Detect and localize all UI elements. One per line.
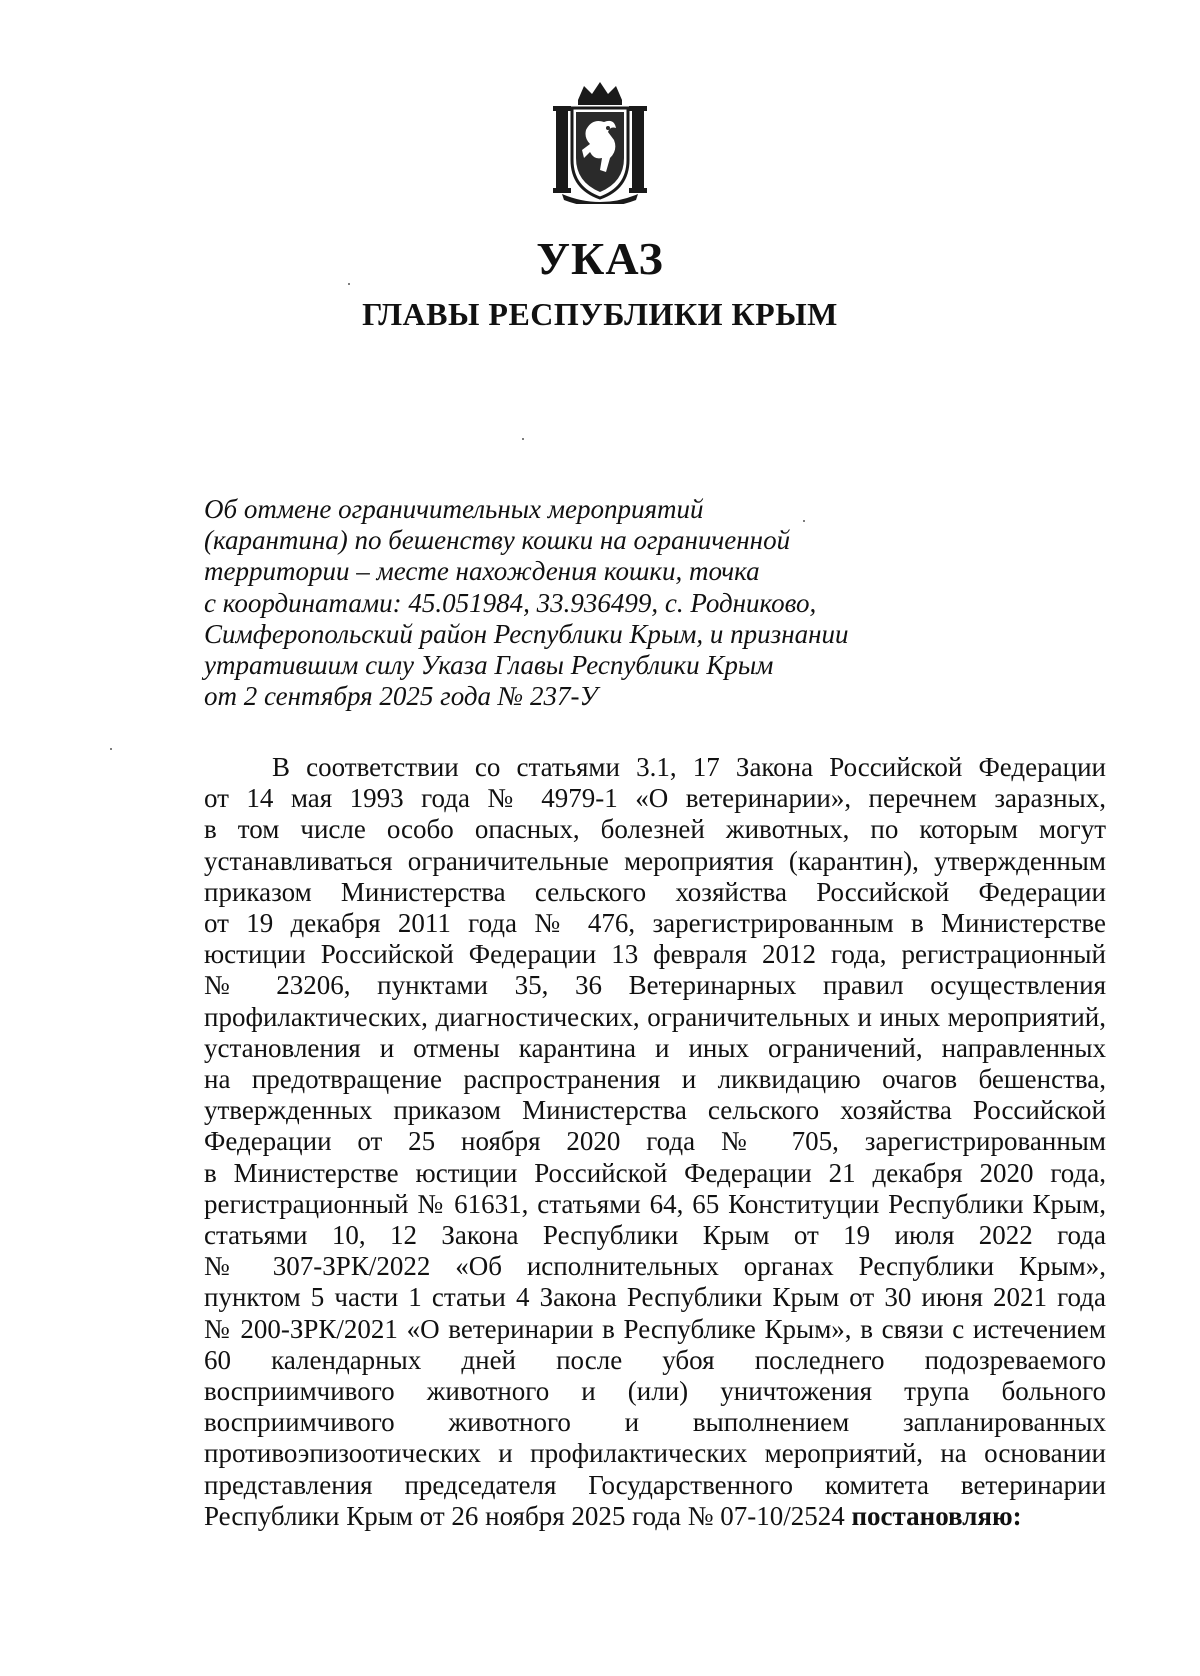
subject-line: с координатами: 45.051984, 33.936499, с. Родниково, [204,587,817,618]
coat-of-arms-icon [548,78,652,204]
body-line: пунктом 5 части 1 статьи 4 Закона Республики Крым от 30 июня 2021 года [204,1282,1106,1313]
scan-speck [348,283,350,285]
document-title: УКАЗ [536,233,664,284]
body-line: 60 календарных дней после убоя последнего подозреваемого [204,1344,1106,1375]
body-line: представления председателя Государственного комитета ветеринарии [204,1469,1106,1500]
body-line: профилактических, диагностических, ограничительных и иных мероприятий, [204,1001,1106,1032]
closing-line-text: Республики Крым от 26 ноября 2025 года № 07-10/2524 [204,1500,852,1531]
document-subject [204,494,904,712]
body-line: от 19 декабря 2011 года № 476, зарегистрированным в Министерстве [204,908,1106,939]
body-line: Федерации от 25 ноября 2020 года № 705, зарегистрированным [204,1126,1106,1157]
document-body [204,752,1106,1532]
body-line: В соответствии со статьями 3.1, 17 Закона Российской Федерации [272,752,1106,782]
subject-line: утратившим силу Указа Главы Республики Крым [204,650,774,681]
body-line: восприимчивого животного и (или) уничтожения трупа больного [204,1376,1106,1407]
body-line: утвержденных приказом Министерства сельского хозяйства Российской [204,1095,1106,1126]
body-line: в Министерстве юстиции Российской Федерации 21 декабря 2020 года, [204,1157,1106,1188]
body-line: от 14 мая 1993 года № 4979-1 «О ветеринарии», перечнем заразных, [204,783,1106,814]
body-line: № 200-ЗРК/2021 «О ветеринарии в Республике Крым», в связи с истечением [204,1313,1106,1344]
subject-line: территории – месте нахождения кошки, точка [204,556,760,587]
body-line: № 23206, пунктами 35, 36 Ветеринарных правил осуществления [204,970,1106,1001]
body-line: противоэпизоотических и профилактических мероприятий, на основании [204,1438,1106,1469]
body-line: на предотвращение распространения и ликвидацию очагов бешенства, [204,1064,1106,1095]
subject-line: (карантина) по бешенству кошки на ограниченной [204,525,791,556]
body-line: регистрационный № 61631, статьями 64, 65 Конституции Республики Крым, [204,1188,1106,1219]
subject-line: от 2 сентября 2025 года № 237-У [204,681,598,712]
body-line: № 307-ЗРК/2022 «Об исполнительных органах Республики Крым», [204,1251,1106,1282]
body-line: юстиции Российской Федерации 13 февраля 2012 года, регистрационный [204,939,1106,970]
scan-speck [522,438,524,440]
body-line: статьями 10, 12 Закона Республики Крым от 19 июля 2022 года [204,1220,1106,1251]
subject-line: Симферопольский район Республики Крым, и признании [204,618,849,649]
body-line: восприимчивого животного и выполнением запланированных [204,1407,1106,1438]
closing-line [204,1501,1106,1532]
scan-speck [803,520,805,522]
subject-line: Об отмене ограничительных мероприятий [204,494,704,524]
body-line: в том числе особо опасных, болезней животных, по которым могут [204,814,1106,845]
body-line: установления и отмены карантина и иных ограничений, направленных [204,1032,1106,1063]
decree-keyword: постановляю: [851,1500,1022,1531]
scan-speck [110,748,112,750]
body-line: приказом Министерства сельского хозяйства Российской Федерации [204,876,1106,907]
document-subtitle: ГЛАВЫ РЕСПУБЛИКИ КРЫМ [362,296,838,332]
body-line: устанавливаться ограничительные мероприятия (карантин), утвержденным [204,845,1106,876]
